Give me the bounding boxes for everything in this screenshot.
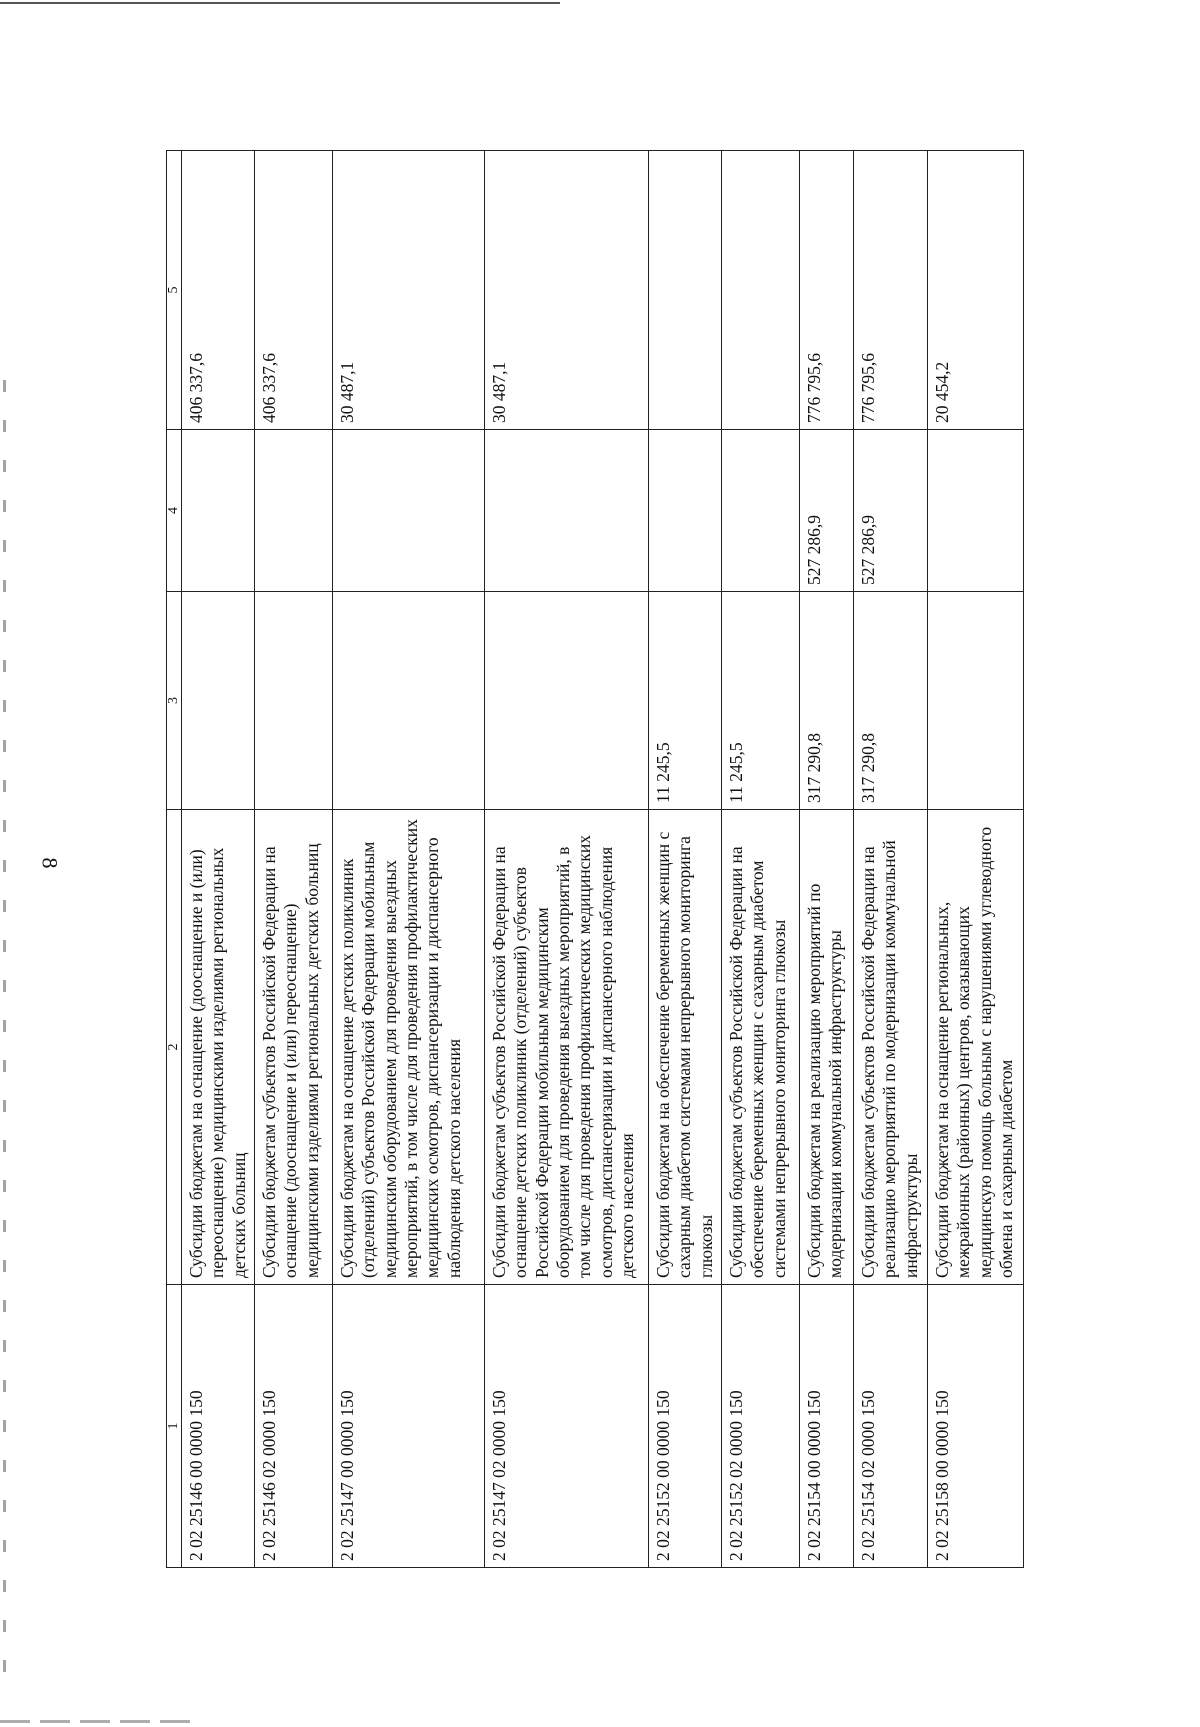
row-col5: 776 795,6: [854, 151, 928, 430]
row-col4: 527 286,9: [800, 430, 854, 592]
row-description: Субсидии бюджетам субъектов Российской Федерации на обеспечение беременных женщин с сахарным диабетом системами непрерывного мониторинга глюкозы: [722, 810, 800, 1285]
row-code: 2 02 25154 00 0000 150: [800, 1285, 854, 1568]
budget-table-container: [166, 151, 1066, 1568]
row-description: Субсидии бюджетам на оснащение региональных, межрайонных (районных) центров, оказывающих медицинскую помощь больным с нарушениями углеводного обмена и сахарным диабетом: [928, 810, 1024, 1285]
row-col4: [928, 430, 1024, 592]
row-code: 2 02 25154 02 0000 150: [854, 1285, 928, 1568]
header-col-3: 3: [167, 592, 182, 810]
row-col3: [182, 592, 255, 810]
scan-artifact-top: [0, 2, 560, 4]
row-col4: [333, 430, 485, 592]
row-col5: 30 487,1: [485, 151, 649, 430]
table-row: [649, 151, 722, 1568]
page-number: 8: [37, 857, 63, 869]
row-col3: [255, 592, 333, 810]
row-code: 2 02 25152 02 0000 150: [722, 1285, 800, 1568]
row-col4: [722, 430, 800, 592]
row-col3: 317 290,8: [800, 592, 854, 810]
row-col4: 527 286,9: [854, 430, 928, 592]
row-col4: [649, 430, 722, 592]
row-col5: 30 487,1: [333, 151, 485, 430]
scan-artifact-left: [3, 380, 6, 1680]
header-col-1: 1: [167, 1285, 182, 1568]
row-description: Субсидии бюджетам на оснащение детских поликлиник (отделений) субъектов Российской Федерации мобильным медицинским оборудованием для проведения выездных мероприятий, в том числе для проведения профилактических медицинских осмотров, диспансеризации и диспансерного наблюдения детского населения: [333, 810, 485, 1285]
row-col3: 11 245,5: [722, 592, 800, 810]
row-code: 2 02 25147 00 0000 150: [333, 1285, 485, 1568]
row-code: 2 02 25152 00 0000 150: [649, 1285, 722, 1568]
row-col4: [255, 430, 333, 592]
table-row: [182, 151, 255, 1568]
row-description: Субсидии бюджетам субъектов Российской Федерации на оснащение (дооснащение и (или) переоснащение) медицинскими изделиями региональных детских больниц: [255, 810, 333, 1285]
row-col5: 406 337,6: [255, 151, 333, 430]
row-col3: [333, 592, 485, 810]
row-description: Субсидии бюджетам на обеспечение беременных женщин с сахарным диабетом системами непрерывного мониторинга глюкозы: [649, 810, 722, 1285]
row-col5: 20 454,2: [928, 151, 1024, 430]
table-row: [800, 151, 854, 1568]
row-col3: 317 290,8: [854, 592, 928, 810]
row-description: Субсидии бюджетам на оснащение (дооснащение и (или) переоснащение) медицинскими изделиями региональных детских больниц: [182, 810, 255, 1285]
row-col3: 11 245,5: [649, 592, 722, 810]
header-col-2: 2: [167, 810, 182, 1285]
row-col5: 776 795,6: [800, 151, 854, 430]
header-col-4: 4: [167, 430, 182, 592]
row-col5: [722, 151, 800, 430]
table-row: [928, 151, 1024, 1568]
row-col3: [485, 592, 649, 810]
row-code: 2 02 25158 00 0000 150: [928, 1285, 1024, 1568]
row-description: Субсидии бюджетам субъектов Российской Федерации на оснащение детских поликлиник (отделений) субъектов Российской Федерации мобильным медицинским оборудованием для проведения выездных мероприятий, в том числе для проведения профилактических медицинских осмотров, диспансеризации и диспансерного наблюдения детского населения: [485, 810, 649, 1285]
table-row: [854, 151, 928, 1568]
table-row: [722, 151, 800, 1568]
table-row: [255, 151, 333, 1568]
header-col-5: 5: [167, 151, 182, 430]
row-description: Субсидии бюджетам субъектов Российской Федерации на реализацию мероприятий по модернизации коммунальной инфраструктуры: [854, 810, 928, 1285]
row-code: 2 02 25146 02 0000 150: [255, 1285, 333, 1568]
table-row: [333, 151, 485, 1568]
row-code: 2 02 25147 02 0000 150: [485, 1285, 649, 1568]
row-col5: [649, 151, 722, 430]
table-header-row: [167, 151, 182, 1568]
table-row: [485, 151, 649, 1568]
row-col4: [182, 430, 255, 592]
budget-table: [166, 150, 1024, 1568]
row-col5: 406 337,6: [182, 151, 255, 430]
row-col4: [485, 430, 649, 592]
row-description: Субсидии бюджетам на реализацию мероприятий по модернизации коммунальной инфраструктуры: [800, 810, 854, 1285]
row-col3: [928, 592, 1024, 810]
scan-artifact-bottom: [0, 1720, 200, 1723]
row-code: 2 02 25146 00 0000 150: [182, 1285, 255, 1568]
